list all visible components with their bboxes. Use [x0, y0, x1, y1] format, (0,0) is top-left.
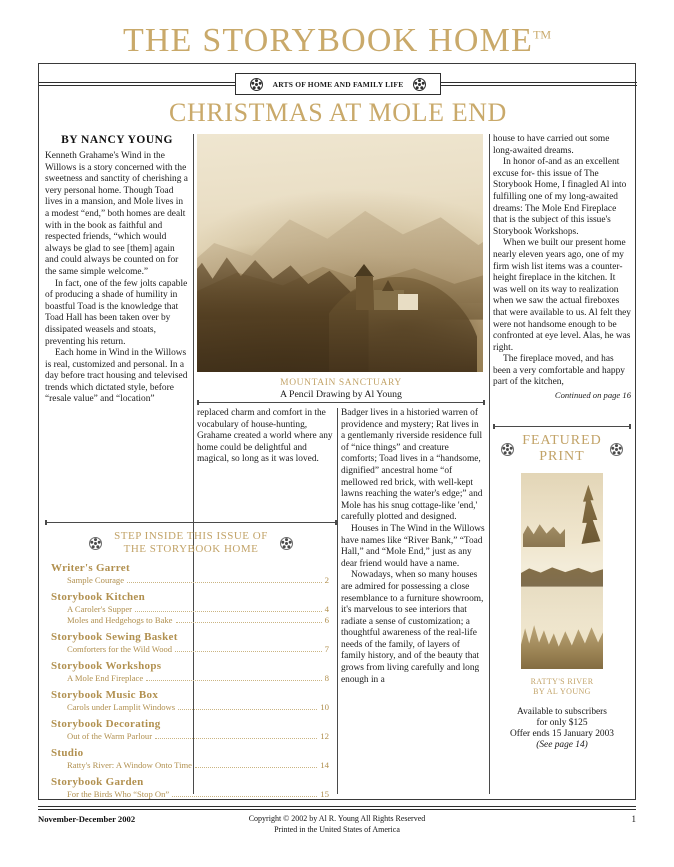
- featured-print-caption-line-1: RATTY'S RIVER: [530, 677, 594, 686]
- toc-leader-dots: [178, 709, 317, 710]
- toc-entry-title: A Caroler's Supper: [67, 604, 133, 614]
- page-footer: [38, 806, 636, 844]
- toc-entry-title: Comforters for the Wild Wood: [67, 644, 173, 654]
- tagline-text: ARTS OF HOME AND FAMILY LIFE: [272, 79, 404, 89]
- article-paragraph: When we built our present home nearly eleven years ago, one of my firm wish list items was a counter-height fireplace in the kitchen. It was well on its way to realization when we saw the actual fireboxes that were available to us. Al felt they were not handsome enough to be confronted at eye level. Alas, he was right.: [493, 238, 631, 353]
- toc-leader-dots: [176, 622, 322, 623]
- content-frame: [38, 63, 636, 800]
- toc-heading: [45, 530, 337, 556]
- featured-print-water: [521, 587, 603, 630]
- toc-heading-text: [114, 530, 268, 556]
- toc-entry-page: 4: [324, 604, 329, 614]
- issue-date: November-December 2002: [38, 814, 136, 824]
- feature-image-castle: [350, 266, 420, 310]
- masthead: [0, 0, 674, 60]
- article-paragraph: Kenneth Grahame's Wind in the Willows is a story concerned with the sweetness and sanctity of cherishing a very personal home. Though Toad lives in a mansion, and Mole lives in a modest “end,” both homes are dealt with in the book as faithful and respected friends, “which would always be glad to see [them] again and could always be counted on for the same simple welcome.”: [45, 151, 188, 277]
- column-two: [197, 408, 337, 466]
- column-divider-3: [489, 134, 490, 794]
- featured-print-title: [522, 433, 602, 465]
- castle-spire: [382, 280, 394, 291]
- toc-entry-title: A Mole End Fireplace: [67, 673, 144, 683]
- toc-leader-dots: [127, 582, 322, 583]
- toc-entry-page: 6: [324, 615, 329, 625]
- toc-leader-dots: [146, 680, 321, 681]
- copyright-line-2: Printed in the United States of America: [274, 824, 400, 834]
- featured-print-offer: [493, 707, 631, 751]
- rosette-icon: [610, 443, 623, 456]
- article-paragraph: In fact, one of the few jolts capable of producing a shade of humility in boastful Toad is the knowledge that Toad Hall has been taken over by dissipated weasels and stoats, preventing his return.: [45, 278, 188, 347]
- offer-line-4: (See page 14): [536, 740, 588, 750]
- trademark-symbol: TM: [533, 27, 552, 42]
- offer-line-1: Available to subscribers: [517, 707, 607, 717]
- article-paragraph: Houses in The Wind in the Willows have names like “River Bank,” “Toad Hall,” and “Mole End,” just as any dear friend would have a name.: [341, 523, 485, 569]
- castle-annex: [398, 294, 418, 310]
- toc-entry-page: 2: [324, 575, 329, 585]
- column-grid: [45, 134, 631, 799]
- toc-entry-title: Sample Courage: [67, 575, 125, 585]
- toc-entry[interactable]: [51, 673, 329, 683]
- article-headline: CHRISTMAS AT MOLE END: [169, 98, 507, 127]
- page-number: 1: [631, 814, 636, 824]
- toc-heading-line-1: STEP INSIDE THIS ISSUE OF: [114, 530, 268, 542]
- toc-entry-page: 15: [320, 789, 329, 799]
- article-paragraph: house to have carried out some long-awaited dreams.: [493, 134, 610, 156]
- toc-entry-page: 7: [324, 644, 329, 654]
- toc-entry-page: 12: [320, 731, 329, 741]
- article-paragraph: In honor of-and as an excellent excuse for- this issue of The Storybook Home, I finagled Al into fulfilling one of my long-awaited dreams: The Mole End Fireplace that is the subject of this issue's Storybook Workshops.: [493, 157, 627, 237]
- column-four: [493, 134, 631, 400]
- offer-line-2: for only $125: [536, 718, 588, 728]
- toc-entry-page: 14: [320, 760, 329, 770]
- feature-image-block: [197, 134, 485, 400]
- toc-entry[interactable]: [51, 644, 329, 654]
- continued-note: Continued on page 16: [554, 390, 631, 401]
- footer-row: [38, 814, 636, 844]
- column-one: [45, 134, 189, 406]
- feature-image-caption-subtitle: A Pencil Drawing by Al Young: [280, 389, 402, 400]
- rosette-icon: [250, 78, 263, 91]
- toc-entry-title: For the Birds Who “Stop On”: [67, 789, 170, 799]
- toc-leader-dots: [155, 738, 317, 739]
- article-paragraph: Nowadays, when so many houses are admired for possessing a close resemblance to a furniture showroom, it's marvelous to see interiors that radiate a sense of customization; a thoughtful awareness of the real-life needs of the family, of layers of family history, and of the beauty that grows from living carefully and long enough in a: [341, 570, 484, 685]
- toc-entry-title: Carols under Lamplit Windows: [67, 702, 176, 712]
- article-paragraph: Each home in Wind in the Willows is real, customized and personal. In a day before tract housing and televised trends which dictated style, before “resale value” and “location”: [45, 348, 188, 405]
- toc-entry[interactable]: [51, 575, 329, 585]
- featured-print-rule: [493, 426, 631, 427]
- rosette-icon: [89, 537, 102, 550]
- featured-print-bank: [521, 563, 603, 587]
- toc-section-title[interactable]: Storybook Garden: [51, 776, 144, 788]
- banner-rule-left: [39, 82, 235, 86]
- toc-section-title[interactable]: Studio: [51, 747, 84, 759]
- column-divider-2: [337, 408, 338, 794]
- toc-leader-dots: [135, 611, 322, 612]
- toc-section-title[interactable]: Storybook Decorating: [51, 718, 161, 730]
- toc-top-rule: [45, 522, 337, 523]
- tagline-banner-row: [39, 73, 637, 95]
- toc-leader-dots: [195, 767, 317, 768]
- publication-title-text: THE STORYBOOK HOME: [122, 22, 534, 59]
- feature-image: [197, 134, 483, 372]
- article-paragraph: replaced charm and comfort in the vocabulary of house-hunting, Grahame created a world where any home could be delightful and magical, so long as it was loved.: [197, 408, 333, 465]
- featured-print-caption: [493, 677, 631, 697]
- toc-entry[interactable]: [51, 702, 329, 712]
- toc-entry-title: Moles and Hedgehogs to Bake: [67, 615, 173, 625]
- toc-section-title[interactable]: Storybook Music Box: [51, 689, 159, 701]
- copyright-notice: [38, 814, 636, 835]
- footer-rules: [38, 806, 636, 810]
- toc-entry[interactable]: [51, 760, 329, 770]
- toc-section-title[interactable]: Storybook Workshops: [51, 660, 162, 672]
- feature-image-caption-title: MOUNTAIN SANCTUARY: [280, 378, 402, 388]
- toc-entry[interactable]: [51, 789, 329, 799]
- banner-rule-right: [441, 82, 637, 86]
- tagline-banner: [235, 73, 441, 95]
- toc-section-title[interactable]: Storybook Kitchen: [51, 591, 146, 603]
- toc-list: [45, 562, 337, 799]
- toc-entry[interactable]: [51, 615, 329, 625]
- toc-section-title[interactable]: Storybook Sewing Basket: [51, 631, 178, 643]
- toc-leader-dots: [175, 651, 321, 652]
- featured-print-block: [493, 426, 631, 751]
- toc-entry-page: 10: [320, 702, 329, 712]
- article-paragraph: The fireplace moved, and has been a very comfortable and happy part of the kitchen,: [493, 354, 625, 388]
- rosette-icon: [501, 443, 514, 456]
- toc-heading-line-2: THE STORYBOOK HOME: [123, 543, 259, 555]
- publication-title: [123, 22, 551, 60]
- featured-print-caption-line-2: BY AL YOUNG: [533, 687, 591, 696]
- toc-section-title[interactable]: Writer's Garret: [51, 562, 130, 574]
- offer-line-3: Offer ends 15 January 2003: [510, 729, 614, 739]
- toc-entry[interactable]: [51, 731, 329, 741]
- rosette-icon: [413, 78, 426, 91]
- rosette-icon: [280, 537, 293, 550]
- article-byline: BY NANCY YOUNG: [61, 134, 173, 146]
- horizontal-rule-middle: [197, 402, 485, 403]
- featured-print-image: [521, 473, 603, 669]
- castle-tower: [356, 276, 373, 310]
- toc-entry-page: 8: [324, 673, 329, 683]
- featured-print-title-line-1: FEATURED: [522, 433, 602, 448]
- toc-leader-dots: [172, 796, 317, 797]
- column-three: [341, 408, 485, 686]
- article-paragraph: Badger lives in a historied warren of providence and mystery; Rat lives in a gentlemanly riverside residence full of “nice things” and creature comforts; Toad lives in a “handsome, dignified” ancestral home “of mellowed red brick, with well-kept lawns reaching the water's edge;” and Mole has his snug cottage-like 'end,' carefully plotted and designed.: [341, 408, 483, 523]
- copyright-line-1: Copyright © 2002 by Al R. Young All Rights Reserved: [248, 814, 426, 823]
- toc-entry[interactable]: [51, 604, 329, 614]
- toc-entry-title: Out of the Warm Parlour: [67, 731, 153, 741]
- featured-print-title-line-2: PRINT: [539, 449, 585, 464]
- toc-entry-title: Ratty's River: A Window Onto Time: [67, 760, 192, 770]
- table-of-contents: [45, 522, 337, 799]
- featured-print-heading: [493, 433, 631, 465]
